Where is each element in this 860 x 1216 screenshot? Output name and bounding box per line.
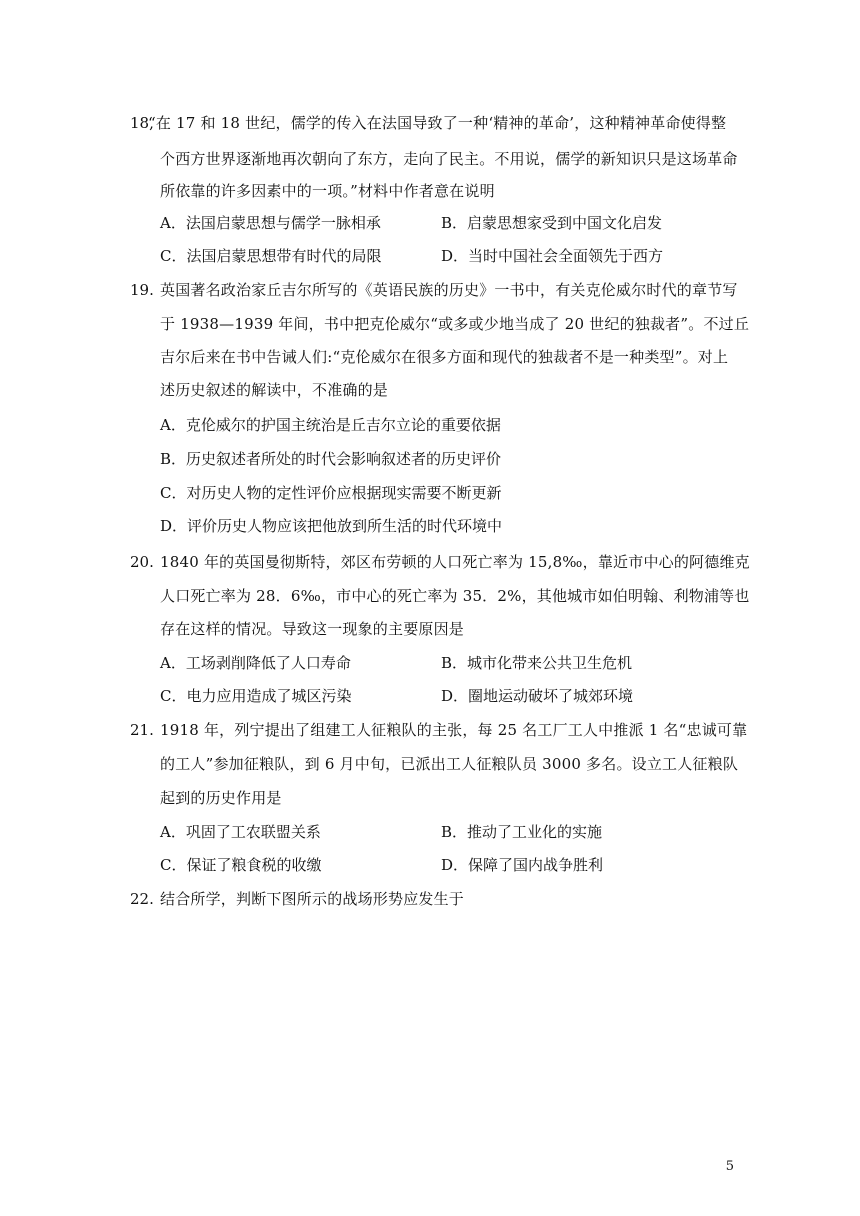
option-c: C．对历史人物的定性评价应根据现实需要不断更新	[160, 484, 502, 502]
question-text-line: 存在这样的情况。导致这一现象的主要原因是	[160, 620, 465, 638]
question-number: 20.	[130, 553, 154, 571]
question-number: 18,	[130, 114, 154, 132]
option-a: A．巩固了工农联盟关系	[160, 823, 321, 841]
question-text-line: 人口死亡率为 28．6‰，市中心的死亡率为 35．2%，其他城市如伯明翰、利物浦等也	[160, 587, 750, 605]
question-text-line: 所依靠的许多因素中的一项。”材料中作者意在说明	[160, 182, 495, 200]
option-d: D．评价历史人物应该把他放到所生活的时代环境中	[160, 517, 503, 535]
option-b: B．推动了工业化的实施	[441, 823, 603, 841]
option-a: A．法国启蒙思想与儒学一脉相承	[160, 214, 381, 232]
question-text-line: 吉尔后来在书中告诫人们:“克伦威尔在很多方面和现代的独裁者不是一种类型”。对上	[160, 348, 729, 366]
question-text-line: 英国著名政治家丘吉尔所写的《英语民族的历史》一书中，有关克伦威尔时代的章节写	[160, 281, 738, 299]
question-number: 21.	[130, 721, 154, 739]
option-d: D．当时中国社会全面领先于西方	[441, 247, 664, 265]
option-d: D．保障了国内战争胜利	[441, 856, 604, 874]
option-c: C．保证了粮食税的收缴	[160, 856, 322, 874]
question-number: 19.	[130, 281, 154, 299]
option-c: C．法国启蒙思想带有时代的局限	[160, 247, 382, 265]
option-c: C．电力应用造成了城区污染	[160, 687, 352, 705]
question-text-line: 于 1938—1939 年间，书中把克伦威尔“或多或少地当成了 20 世纪的独裁者”。不过丘	[160, 315, 750, 333]
question-text-line: 个西方世界逐渐地再次朝向了东方，走向了民主。不用说，儒学的新知识只是这场革命	[160, 150, 738, 168]
question-text-line: 起到的历史作用是	[160, 789, 282, 807]
option-d: D．圈地运动破坏了城郊环境	[441, 687, 634, 705]
question-text-line: 结合所学，判断下图所示的战场形势应发生于	[160, 890, 465, 908]
question-text-line: 1840 年的英国曼彻斯特，郊区布劳顿的人口死亡率为 15,8‰，靠近市中心的阿德维克	[160, 553, 750, 571]
question-text-line: 的工人”参加征粮队，到 6 月中旬，已派出工人征粮队员 3000 多名。设立工人征粮队	[160, 755, 739, 773]
question-number: 22.	[130, 890, 154, 908]
question-text-line: “在 17 和 18 世纪，儒学的传入在法国导致了一种‘精神的革命’，这种精神革命使得整	[148, 114, 727, 132]
page-number: 5	[725, 1159, 734, 1174]
option-a: A．克伦威尔的护国主统治是丘吉尔立论的重要依据	[160, 416, 501, 434]
question-text-line: 述历史叙述的解读中，不准确的是	[160, 381, 389, 399]
question-text-line: 1918 年，列宁提出了组建工人征粮队的主张，每 25 名工厂工人中推派 1 名“忠诚可靠	[160, 721, 748, 739]
option-b: B．城市化带来公共卫生危机	[441, 654, 633, 672]
option-b: B．历史叙述者所处的时代会影响叙述者的历史评价	[160, 450, 502, 468]
option-b: B．启蒙思想家受到中国文化启发	[441, 214, 663, 232]
option-a: A．工场剥削降低了人口寿命	[160, 654, 351, 672]
